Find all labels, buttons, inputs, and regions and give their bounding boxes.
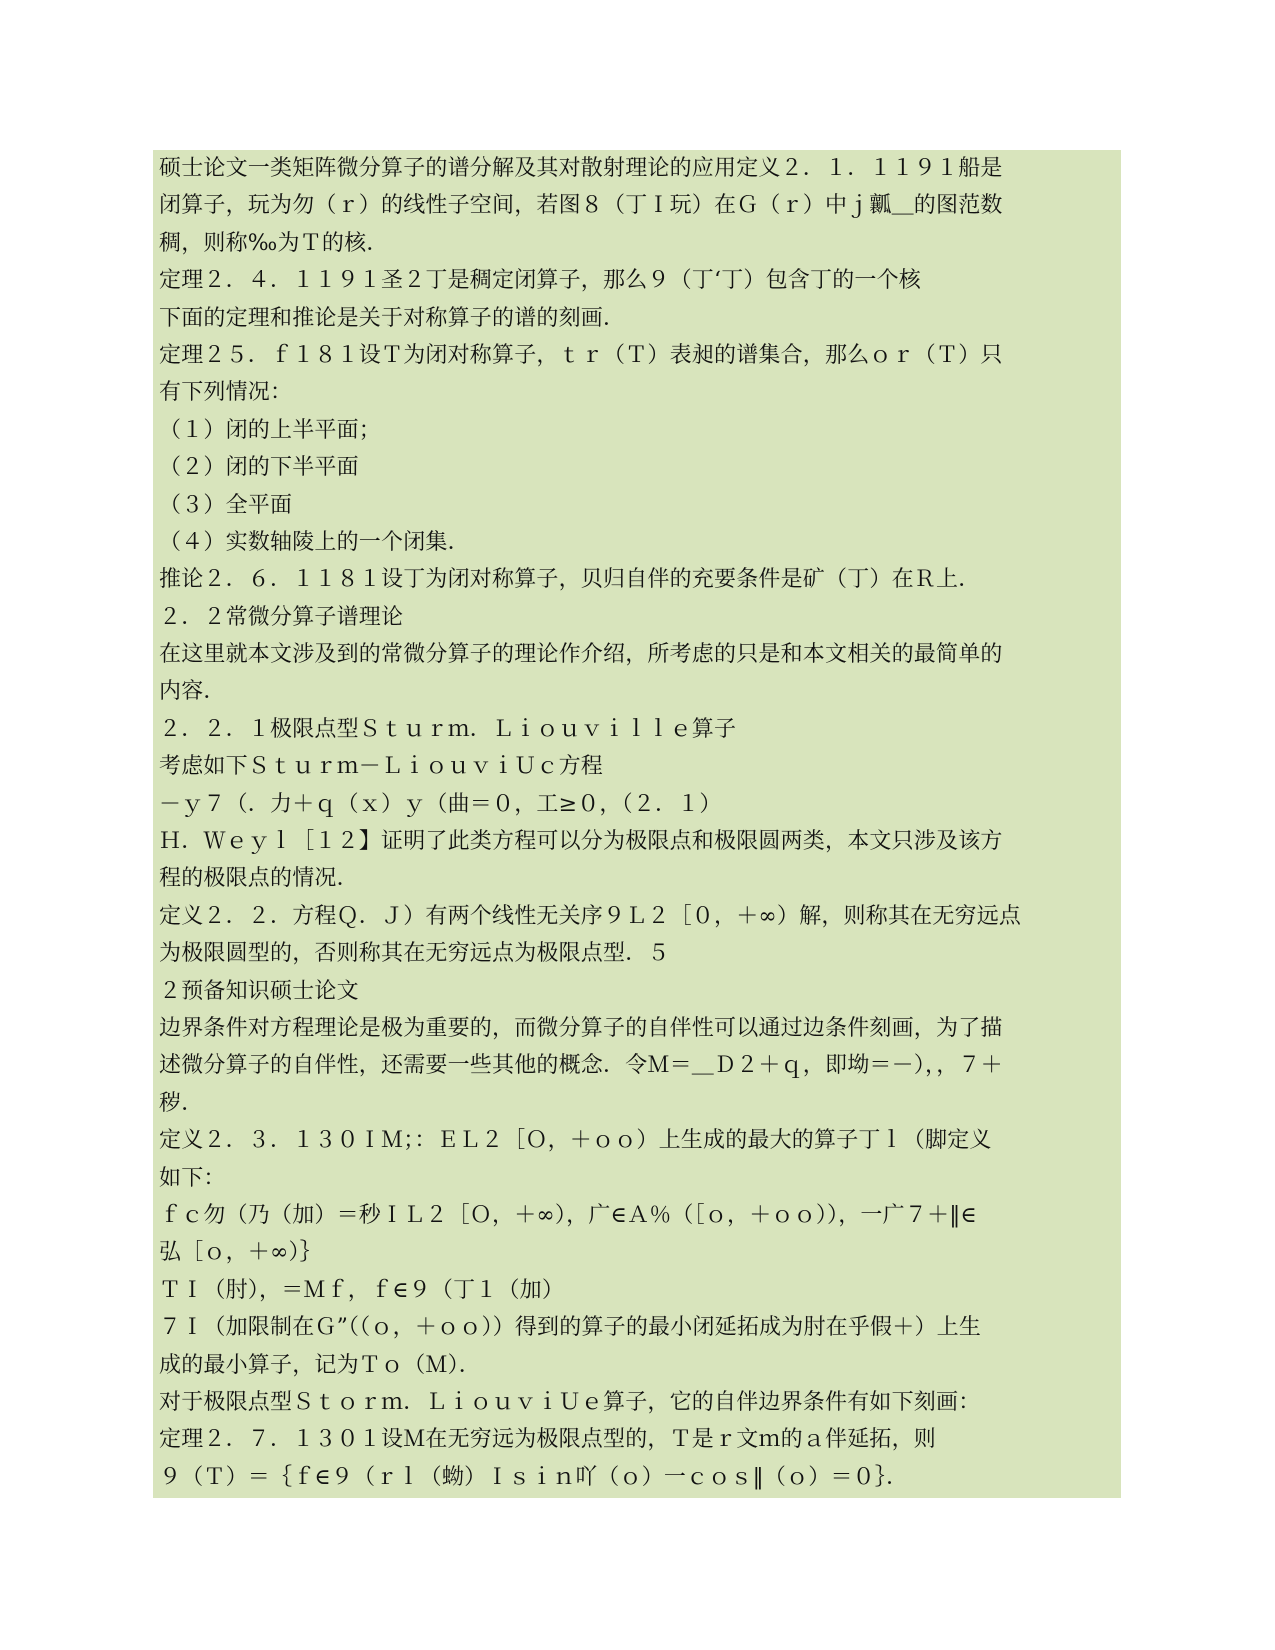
running-header: ２预备知识硕士论文: [159, 978, 359, 1004]
text-line: 内容．: [159, 679, 226, 705]
equation-line: ｆｃ勿（乃（加）＝秒ＩＬ２［Ｏ，＋∞），广∈Ａ％（［ｏ，＋ｏｏ）），一广７＋‖∈: [159, 1202, 977, 1228]
list-item: （４）实数轴陵上的一个闭集．: [159, 529, 470, 555]
text-line: ７Ｉ（加限制在Ｇ”（（ｏ，＋ｏｏ））得到的算子的最小闭延拓成为肘在乎假＋）上生: [159, 1315, 982, 1341]
text-line: 有下列情况：: [159, 380, 293, 406]
text-line: 在这里就本文涉及到的常微分算子的理论作介绍，所考虑的只是和本文相关的最简单的: [159, 642, 1003, 668]
text-line: 定义２．２．方程Ｑ．Ｊ）有两个线性无关序９Ｌ２［０，＋∞）解，则称其在无穷远点: [159, 903, 1022, 929]
text-line: 下面的定理和推论是关于对称算子的谱的刻画．: [159, 305, 626, 331]
list-item: （２）闭的下半平面: [159, 455, 359, 481]
text-line: 对于极限点型Ｓｔｏｒｍ．ＬｉｏｕｖｉＵｅ算子，它的自伴边界条件有如下刻画：: [159, 1389, 981, 1415]
text-line: 闭算子，玩为勿（ｒ）的线性子空间，若图８（丁Ｉ玩）在Ｇ（ｒ）中ｊ瓤＿的图范数: [159, 193, 1003, 219]
equation-line: ９（Ｔ）＝｛ｆ∈９（ｒｌ（蚴）Ｉｓｉｎ吖（ｏ）一ｃｏｓ‖（ｏ）＝０｝．: [159, 1464, 909, 1490]
text-line: 硕士论文一类矩阵微分算子的谱分解及其对散射理论的应用定义２．１．１１９１船是: [159, 156, 1003, 181]
text-line: 边界条件对方程理论是极为重要的，而微分算子的自伴性可以通过边条件刻画，为了描: [159, 1015, 1003, 1041]
subsection-heading: ２．２．１极限点型Ｓｔｕｒｍ．Ｌｉｏｕｖｉｌｌｅ算子: [159, 716, 737, 742]
text-line: 定理２．７．１３０１设Ｍ在无穷远为极限点型的，Ｔ是ｒ文ｍ的ａ伴延拓，则: [159, 1427, 937, 1453]
text-line: 如下：: [159, 1165, 226, 1191]
text-line: Ｈ．Ｗｅｙｌ［１２】证明了此类方程可以分为极限点和极限圆两类，本文只涉及该方: [159, 829, 1003, 855]
highlighted-text-block: [153, 150, 1121, 1498]
section-heading: ２．２常微分算子谱理论: [159, 604, 404, 630]
list-item: （３）全平面: [159, 492, 293, 518]
text-line: 定义２．３．１３０ＩＭ；：ＥＬ２［Ｏ，＋ｏｏ）上生成的最大的算子丁ｌ（脚定义: [159, 1128, 992, 1154]
text-line: 定理２．４．１１９１圣２丁是稠定闭算子，那么９（丁‘丁）包含丁的一个核: [159, 268, 921, 294]
text-line: 为极限圆型的，否则称其在无穷远点为极限点型．５: [159, 941, 670, 967]
equation-line: －ｙ７（．力＋ｑ（ｘ）ｙ（曲＝０，工≥０，（２．１）: [159, 791, 722, 817]
equation-line: ＴＩ（肘），＝Ｍｆ，ｆ∈９（丁１（加）: [159, 1277, 565, 1303]
text-line: 稠，则称‰为Ｔ的核．: [159, 230, 389, 256]
list-item: （１）闭的上半平面；: [159, 417, 382, 443]
text-line: 程的极限点的情况．: [159, 866, 359, 892]
text-line: 秽．: [159, 1090, 204, 1116]
text-line: 推论２．６．１１８１设丁为闭对称算子，贝归自伴的充要条件是矿（丁）在Ｒ上．: [159, 567, 981, 593]
text-line: 考虑如下Ｓｔｕｒｍ－ＬｉｏｕｖｉＵｃ方程: [159, 754, 604, 780]
text-line: 述微分算子的自伴性，还需要一些其他的概念．令Ｍ＝＿Ｄ２＋ｑ，即坳＝－），，７＋: [159, 1053, 1003, 1079]
text-line: 定理２５．ｆ１８１设Ｔ为闭对称算子，ｔｒ（Ｔ）表昶的谱集合，那么ｏｒ（Ｔ）只: [159, 342, 1003, 368]
equation-line: 弘［ｏ，＋∞）｝: [159, 1240, 322, 1266]
text-line: 成的最小算子，记为Ｔｏ（Ｍ）．: [159, 1352, 482, 1378]
